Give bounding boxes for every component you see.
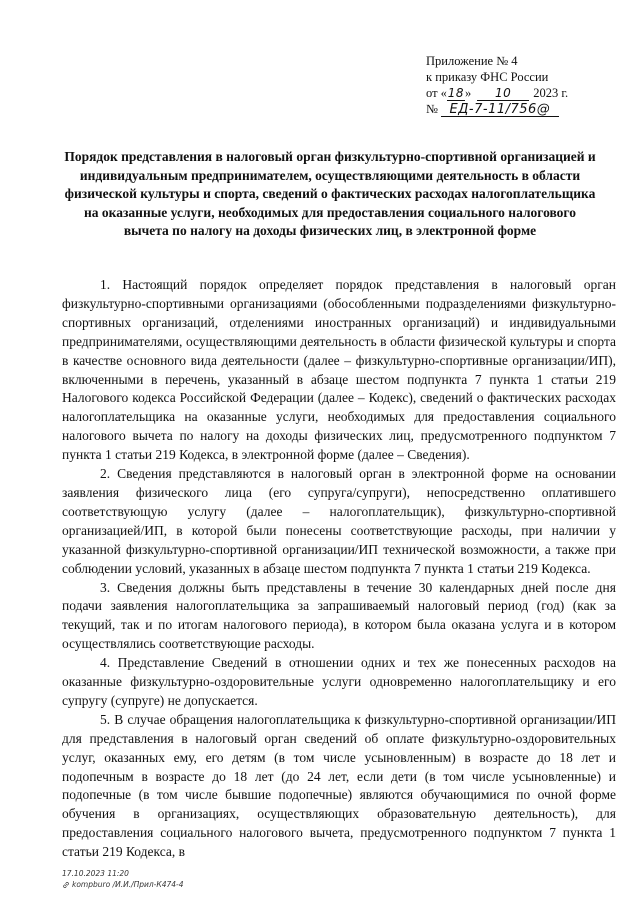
appendix-header <box>426 53 568 117</box>
appendix-order-reference: к приказу ФНС России <box>426 70 549 84</box>
link-icon <box>62 881 70 889</box>
footer-file-reference <box>62 879 184 890</box>
footer-path: kompburo /И.И./Прил-К474-4 <box>72 880 184 889</box>
date-mid: » <box>464 86 472 100</box>
date-day-handwritten: 18 <box>447 86 465 100</box>
document-body <box>62 276 616 862</box>
appendix-date-line <box>426 85 568 101</box>
date-month-handwritten: 10 <box>477 87 529 101</box>
paragraph-5: 5. В случае обращения налогоплательщика к физкультурно-спортивной организации/ИП для представления в налоговый орган сведений об оплате физкультурно-оздоровительных услуг, оказанных ему, его детям (в том числе усыновленным) в возрасте до 18 лет и подопечным в возрасте до 18 лет (до 24 лет, если дети (в том числе усыновленные) и подопечные (в том числе бывшие подопечные) являются обучающимися по очной форме обучения в организациях, осуществляющих образовательную деятельность), для предоставления социального налогового вычета, предусмотренного подпунктом 7 пункта 1 статьи 219 Кодекса, в <box>62 711 616 860</box>
date-year: 2023 г. <box>533 86 569 100</box>
paragraph-3: 3. Сведения должны быть представлены в течение 30 календарных дней после дня подачи заявления налогоплательщика за запрашиваемый налоговый период (год) (как за текущий, так и по итогам налогового периода), в котором была оказана услуга и в котором осуществлялись соответствующие расходы. <box>62 579 616 652</box>
paragraph-1: 1. Настоящий порядок определяет порядок представления в налоговый орган физкультурно-спортивными организациями (обособленными подразделениями физкультурно-спортивных организаций, отделениями иностранных организаций) и индивидуальными предпринимателями, осуществляющими деятельность в области физической культуры и спорта в качестве основного вида деятельности (далее – физкультурно-спортивные организации/ИП), включенными в перечень, указанный в абзаце шестом подпункта 7 пункта 1 статьи 219 Налогового кодекса Российской Федерации (далее – Кодекс), сведений о фактических расходах налогоплательщика на оказанные услуги, необходимых для предоставления социального налогового вычета по налогу на доходы физических лиц, предусмотренного подпунктом 7 пункта 1 статьи 219 Кодекса, в электронной форме (далее – Сведения). <box>62 277 616 463</box>
paragraph-2: 2. Сведения представляются в налоговый орган в электронной форме на основании заявления физического лица (его супруга/супруги), непосредственно оплатившего соответствующую услугу (далее – налогоплательщик), физкультурно-спортивной организацией/ИП, в которой были понесены соответствующие расходы, при наличии у указанной физкультурно-спортивной организации/ИП технической возможности, а также при соблюдении условий, указанных в абзаце шестом подпункта 7 пункта 1 статьи 219 Кодекса. <box>62 466 616 576</box>
appendix-number: Приложение № 4 <box>426 54 518 68</box>
order-number-handwritten: ЕД-7-11/756@ <box>441 103 559 117</box>
document-title: Порядок представления в налоговый орган физкультурно-спортивной организацией и индивидуальным предпринимателем, осуществляющими деятельность в области физической культуры и спорта, сведений о фактических расходах налогоплательщика на оказанные услуги, необходимых для предоставления социального налогового вычета по налогу на доходы физических лиц, в электронной форме <box>64 149 596 239</box>
document-footer <box>62 868 184 890</box>
footer-timestamp: 17.10.2023 11:20 <box>62 869 129 878</box>
order-number-prefix: № <box>426 102 438 116</box>
paragraph-4: 4. Представление Сведений в отношении одних и тех же понесенных расходов на оказанные физкультурно-оздоровительные услуги одновременно налогоплательщику и его супругу (супруге) не допускается. <box>62 655 616 708</box>
date-prefix: от « <box>426 86 447 100</box>
appendix-order-number-line <box>426 101 568 117</box>
